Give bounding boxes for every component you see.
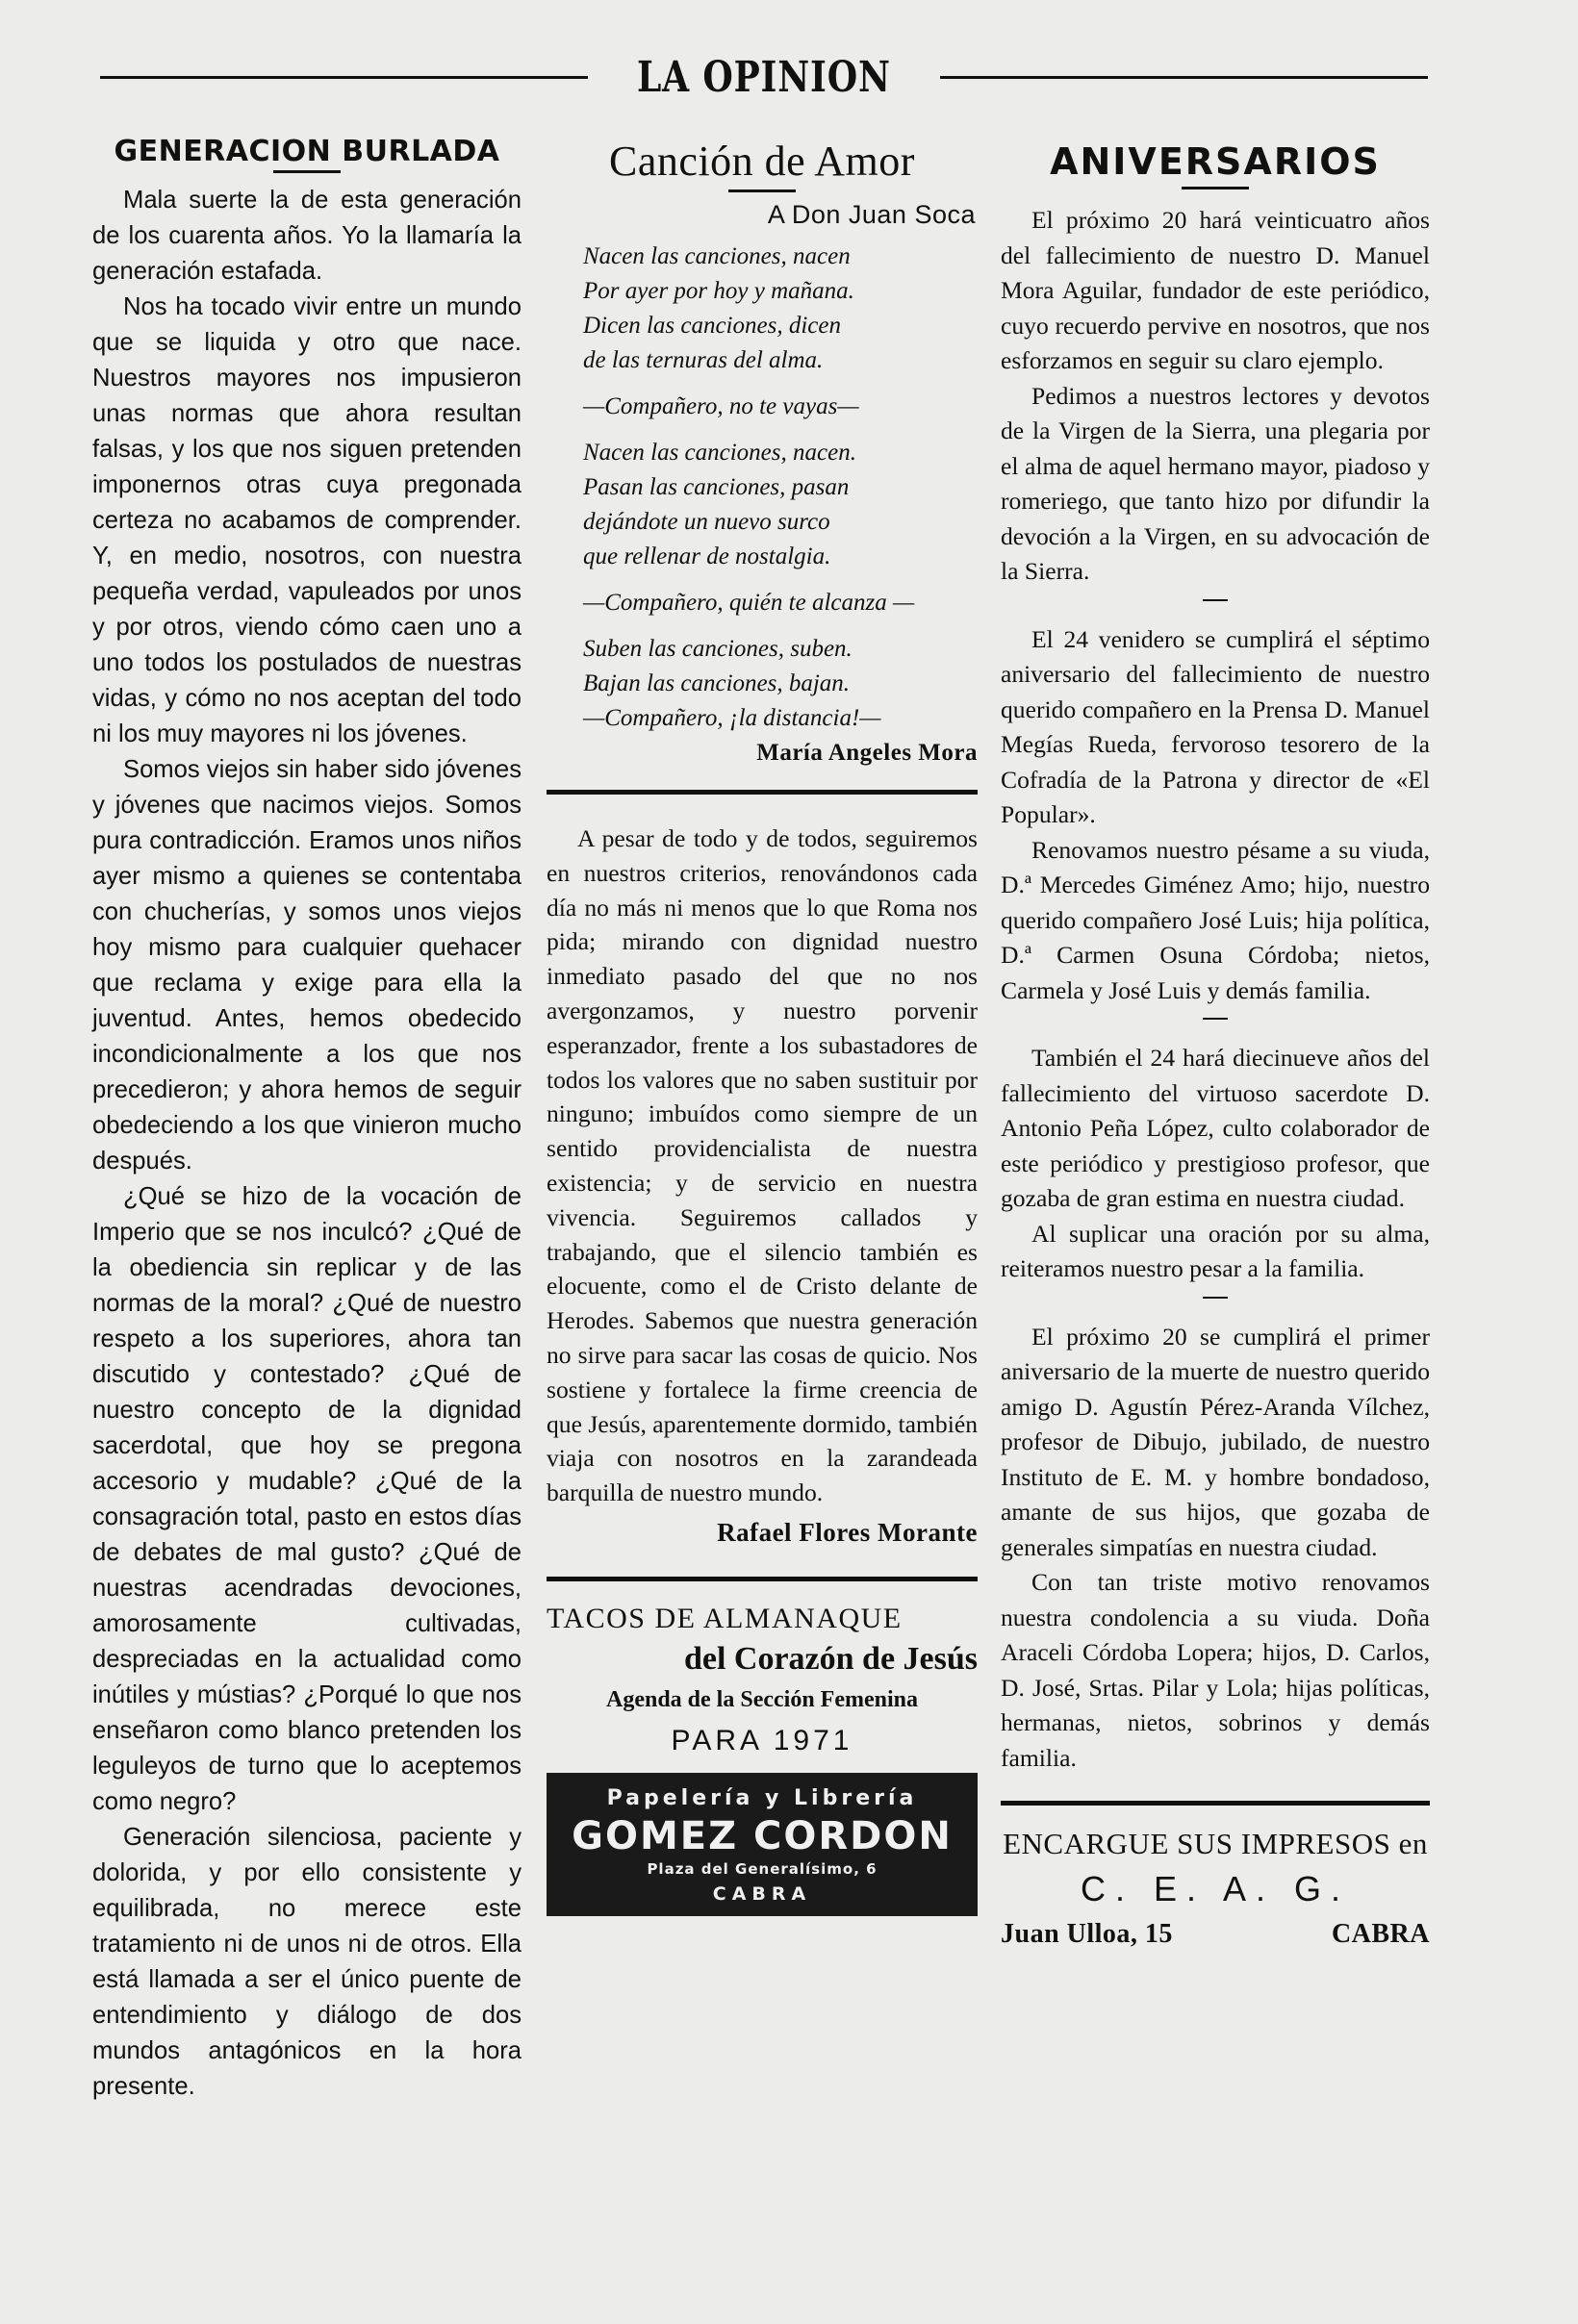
- poem-stanza: [583, 240, 978, 378]
- poem-line: Nacen las canciones, nacen.: [583, 440, 856, 466]
- section-rule: [547, 1577, 978, 1581]
- separator-dash: [1203, 599, 1228, 601]
- poem-line: —Compañero, quién te alcanza —: [583, 590, 915, 616]
- section-rule: [1001, 1801, 1430, 1806]
- separator-dash: [1203, 1297, 1228, 1299]
- paragraph: Al suplicar una oración por su alma, reiteramos nuestro pesar a la familia.: [1001, 1219, 1430, 1282]
- paragraph: Renovamos nuestro pésame a su viuda, D.ª Mercedes Giménez Amo; hijo, nuestro querido compañero José Luis; hija política, D.ª Carmen Osuna Córdoba; nietos, Carmela y José Luis y demás familia.: [1001, 835, 1430, 1004]
- poem-stanza: [583, 632, 978, 736]
- article-body-generacion: [92, 183, 522, 2105]
- column-generacion-burlada: [92, 133, 522, 2105]
- title-underline: [1182, 187, 1249, 189]
- masthead: [100, 48, 1428, 106]
- shop-city: CABRA: [712, 1882, 812, 1905]
- advert-impresos: [1001, 1827, 1430, 1950]
- column-cancion-de-amor: [547, 133, 978, 1916]
- section-rule: [547, 790, 978, 795]
- article-body-continuation: [547, 821, 978, 1510]
- paragraph: También el 24 hará diecinueve años del fallecimiento del virtuoso sacerdote D. Antonio Peña López, culto colaborador de este periódico y prestigioso profesor, que gozaba de gran estima en nuestra ciudad.: [1001, 1044, 1430, 1212]
- shop-name: GOMEZ CORDON: [572, 1813, 953, 1858]
- separator-dash: [1203, 1018, 1228, 1020]
- advert-line: del Corazón de Jesús: [683, 1640, 978, 1677]
- poem-line: que rellenar de nostalgia.: [583, 543, 831, 569]
- poem-refrain: [583, 390, 978, 424]
- poem-line: Nacen las canciones, nacen: [583, 243, 851, 269]
- poem-line: Por ayer por hoy y mañana.: [583, 278, 854, 304]
- poem-dedication: A Don Juan Soca: [767, 200, 976, 229]
- advert-company: C. E. A. G.: [1080, 1869, 1351, 1908]
- advert-line: Agenda de la Sección Femenina: [606, 1686, 918, 1712]
- poem-line: —Compañero, no te vayas—: [583, 393, 859, 419]
- poem-line: Bajan las canciones, bajan.: [583, 670, 851, 696]
- paragraph: ¿Qué se hizo de la vocación de Imperio que se nos inculcó? ¿Qué de la obediencia sin replicar y de las normas de la moral? ¿Qué de nuestro respeto a los superiores, ahora tan discutido y contestado? ¿Qué de nuestro concepto de la dignidad sacerdotal, que hoy se pregona accesorio y mudable? ¿Qué de la consagración total, pasto en estos días de debates de mal gusto? ¿Qué de nuestras acendradas devociones, amorosamente cultivadas, despreciadas en la actualidad como inútiles y mústias? ¿Porqué lo que nos enseñaron como blanco pretenden los leguleyos de turno que lo aceptemos como negro?: [92, 1183, 522, 1815]
- paragraph: Pedimos a nuestros lectores y devotos de la Virgen de la Sierra, una plegaria por el alma de aquel hermano mayor, piadoso y romeriego, que tanto hizo por difundir la devoción a la Virgen, en su advocación de la Sierra.: [1001, 381, 1430, 585]
- article-body-aniversarios: [1001, 203, 1430, 1776]
- article-title-aniversarios: ANIVERSARIOS: [1050, 140, 1381, 183]
- paragraph: Nos ha tocado vivir entre un mundo que se liquida y otro que nace. Nuestros mayores nos impusieron unas normas que ahora resultan falsas, y los que nos siguen pretenden imponernos otras cuya pregonada certeza no acabamos de comprender. Y, en medio, nosotros, con nuestra pequeña verdad, vapuleados por unos y por otros, viendo cómo caen uno a uno todos los postulados de nuestras vidas, y cómo no nos aceptan del todo ni los muy mayores ni los jóvenes.: [92, 293, 522, 747]
- paragraph: El próximo 20 se cumplirá el primer aniversario de la muerte de nuestro querido amigo D. Agustín Pérez-Aranda Vílchez, profesor de Dibujo, jubilado, de nuestro Instituto de E. M. y hombre bondadoso, amante de sus hijos, que gozaba de generales simpatías en nuestra ciudad.: [1001, 1322, 1430, 1561]
- poem-line: Dicen las canciones, dicen: [583, 313, 841, 339]
- poem-author: María Angeles Mora: [756, 740, 978, 766]
- paragraph: A pesar de todo y de todos, seguiremos en nuestros criterios, renovándonos cada día no más ni menos que lo que Roma nos pida; mirando con dignidad nuestro inmediato pasado del que no nos avergonzamos, y nuestro porvenir esperanzador, frente a los subastadores de todos los valores que no saben sustituir por ninguno; imbuídos como siempre de un sentido providencialista de nuestra existencia; y de servicio en nuestra vivencia. Seguiremos callados y trabajando, que el silencio también es elocuente, como el de Cristo delante de Herodes. Sabemos que nuestra generación no sirve para sacar las cosas de quicio. Nos sostiene y fortalece la firme creencia de que Jesús, aparentemente dormido, también viaja con nosotros en la zarandeada barquilla de nuestro mundo.: [547, 824, 978, 1507]
- shop-address: Plaza del Generalísimo, 6: [647, 1859, 878, 1878]
- poem-line: dejándote un nuevo surco: [583, 509, 830, 535]
- shop-type: Papelería y Librería: [606, 1785, 918, 1810]
- poem-stanza: [583, 436, 978, 574]
- paragraph: Somos viejos sin haber sido jóvenes y jóvenes que nacimos viejos. Somos pura contradicción. Eramos unos niños ayer mismo a quienes se contentaba con chucherías, y somos unos viejos hoy mismo para cualquier quehacer que reclama y exige para ella la juventud. Antes, hemos obedecido incondicionalmente a los que nos precedieron; y ahora hemos de seguir obedeciendo a los que vinieron mucho después.: [92, 756, 522, 1175]
- title-underline: [273, 170, 341, 173]
- advert-line: TACOS DE ALMANAQUE: [547, 1602, 903, 1634]
- poem-line: Suben las canciones, suben.: [583, 636, 853, 662]
- title-underline: [728, 189, 796, 192]
- advert-almanaque: [547, 1603, 978, 1916]
- advert-shop-box: [547, 1773, 978, 1916]
- article-author: Rafael Flores Morante: [717, 1517, 978, 1547]
- masthead-rule-right: [940, 76, 1428, 79]
- poem-line: de las ternuras del alma.: [583, 347, 824, 373]
- advert-line: PARA 1971: [671, 1724, 853, 1756]
- poem-refrain: [583, 586, 978, 620]
- advert-address: Juan Ulloa, 15: [1001, 1919, 1173, 1949]
- paragraph: Generación silenciosa, paciente y dolorida, y por ello consistente y equilibrada, no merece este tratamiento ni de unos ni de otros. Ella está llamada a ser el único puente de entendimiento y diálogo de dos mundos antagónicos en la hora presente.: [92, 1824, 522, 2100]
- paragraph: Mala suerte la de esta generación de los cuarenta años. Yo la llamaría la generación estafada.: [92, 187, 522, 285]
- paragraph: El próximo 20 hará veinticuatro años del fallecimiento de nuestro D. Manuel Mora Aguilar, fundador de este periódico, cuyo recuerdo pervive en nosotros, que nos esforzamos en seguir su claro ejemplo.: [1001, 206, 1430, 374]
- column-aniversarios: [1001, 133, 1430, 1950]
- advert-city: CABRA: [1331, 1919, 1430, 1949]
- poem-body: [547, 240, 978, 736]
- poem-line: —Compañero, ¡la distancia!—: [583, 705, 881, 731]
- advert-line: ENCARGUE SUS IMPRESOS en: [1003, 1827, 1428, 1860]
- paragraph: Con tan triste motivo renovamos nuestra condolencia a su viuda. Doña Araceli Córdoba Lopera; hijos, D. Carlos, D. José, Srtas. Pilar y Lola; hijas políticas, hermanas, nietos, sobrinos y demás familia.: [1001, 1568, 1430, 1772]
- advert-address-row: [1001, 1919, 1430, 1950]
- masthead-rule-left: [100, 76, 588, 79]
- poem-line: Pasan las canciones, pasan: [583, 474, 850, 500]
- article-title-generacion: GENERACION BURLADA: [114, 135, 500, 168]
- newspaper-title: LA OPINION: [637, 52, 891, 102]
- poem-title: Canción de Amor: [609, 138, 915, 185]
- paragraph: El 24 venidero se cumplirá el séptimo aniversario del fallecimiento de nuestro querido compañero en la Prensa D. Manuel Megías Rueda, fervoroso tesorero de la Cofradía de la Patrona y director de «El Popular».: [1001, 624, 1430, 828]
